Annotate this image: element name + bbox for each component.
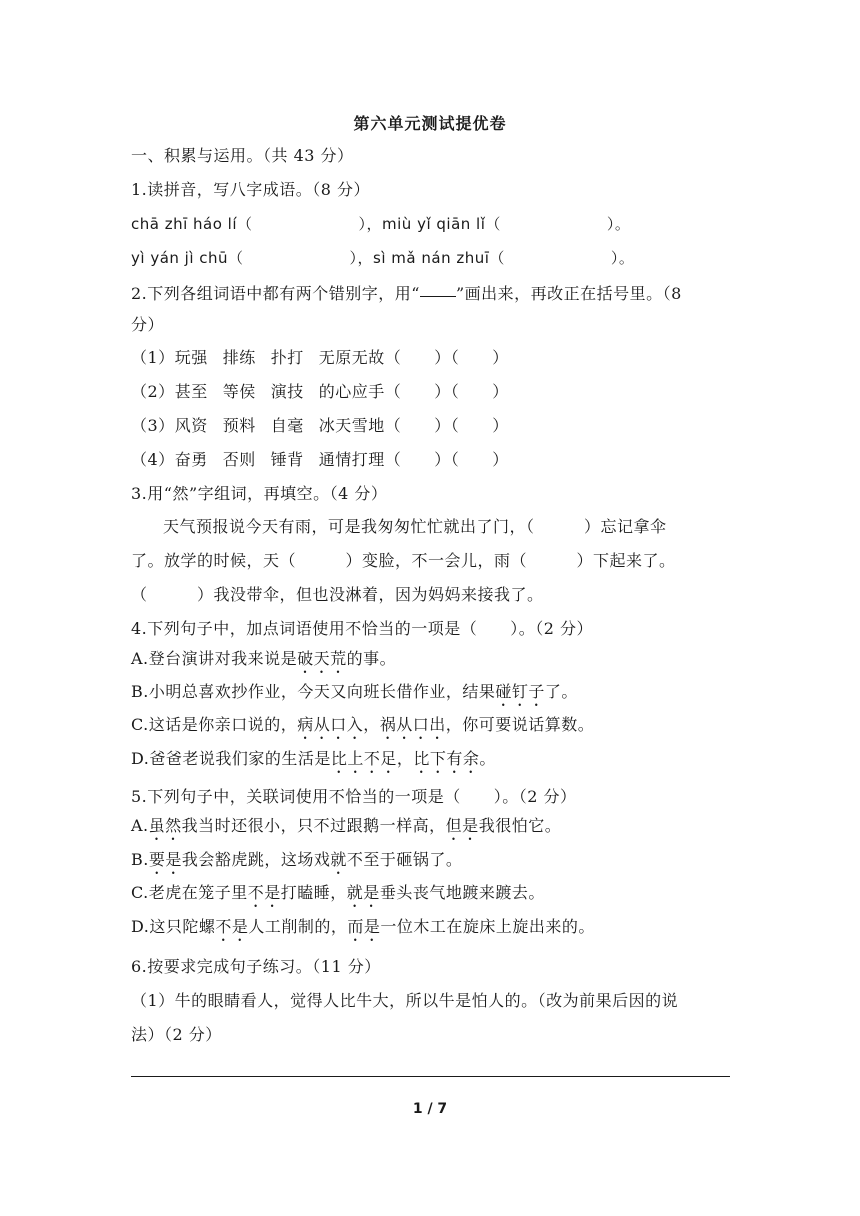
question-3-line: 天气预报说今天有雨，可是我匆匆忙忙就出了门，（ ）忘记拿伞 [163, 517, 667, 536]
underline-sample [420, 282, 456, 297]
question-2-stem: 2.下列各组词语中都有两个错别字，用“ ”画出来，再改正在括号里。（8 [131, 284, 682, 303]
question-1-row-2: yì yán jì chū（ ），sì mǎ nán zhuī（ ）。 [131, 249, 635, 267]
pinyin-3: yì yán jì chū（ [131, 249, 244, 267]
footer-rule [131, 1076, 730, 1077]
question-5-option-d: D.这只陀螺不是人工削制的，而是一位木工在旋床上旋出来的。 [131, 917, 595, 936]
question-1-stem: 1.读拼音，写八字成语。（8 分） [131, 180, 371, 199]
question-4-option-c: C.这话是你亲口说的，病从口入，祸从口出，你可要说话算数。 [131, 715, 595, 734]
dotted-term: 比上不足，比下有余 [330, 749, 480, 768]
question-5-option-a: A.虽然我当时还很小，只不过跟鹅一样高，但是我很怕它。 [131, 816, 562, 835]
question-2-row: （3）风资 预料 自毫 冰天雪地（ ）（ ） [131, 416, 509, 435]
question-2-row: （2）甚至 等侯 演技 的心应手（ ）（ ） [131, 382, 509, 401]
question-6-item-1: （1）牛的眼睛看人，觉得人比牛大，所以牛是怕人的。（改为前果后因的说 [131, 991, 679, 1010]
question-6-stem: 6.按要求完成句子练习。（11 分） [131, 957, 381, 976]
dotted-term: 碰钉子 [495, 682, 545, 701]
dotted-term: 破天荒 [297, 649, 347, 668]
question-3-line: （ ）我没带伞，但也没淋着，因为妈妈来接我了。 [131, 585, 544, 604]
question-2-stem-cont: 分） [131, 315, 165, 334]
pinyin-1: chā zhī háo lí（ [131, 215, 253, 233]
question-6-item-1-cont: 法）（2 分） [131, 1025, 222, 1044]
page-number: 1 / 7 [412, 1101, 448, 1117]
question-4-option-a: A.登台演讲对我来说是破天荒的事。 [131, 649, 397, 668]
page-title: 第六单元测试提优卷 [353, 114, 507, 133]
question-2-row: （4）奋勇 否则 锤背 通情打理（ ）（ ） [131, 450, 509, 469]
question-5-option-c: C.老虎在笼子里不是打瞌睡，就是垂头丧气地踱来踱去。 [131, 883, 545, 902]
question-3-stem: 3.用“然”字组词，再填空。（4 分） [131, 484, 388, 503]
question-5-stem: 5.下列句子中，关联词使用不恰当的一项是（ ）。（2 分） [131, 787, 577, 806]
question-5-option-b: B.要是我会豁虎跳，这场戏就不至于砸锅了。 [131, 850, 463, 869]
dotted-term: 病从口入，祸从口出 [297, 715, 446, 734]
question-4-option-b: B.小明总喜欢抄作业，今天又向班长借作业，结果碰钉子了。 [131, 682, 578, 701]
section-heading: 一、积累与运用。（共 43 分） [131, 146, 354, 165]
question-4-stem: 4.下列句子中，加点词语使用不恰当的一项是（ ）。（2 分） [131, 619, 594, 638]
question-1-row-1: chā zhī háo lí（ ），miù yǐ qiān lǐ（ ）。 [131, 215, 631, 233]
pinyin-4: sì mǎ nán zhuī（ [373, 249, 505, 267]
question-4-option-d: D.爸爸老说我们家的生活是比上不足，比下有余。 [131, 749, 496, 768]
question-2-row: （1）玩强 排练 扑打 无原无故（ ）（ ） [131, 348, 509, 367]
question-3-line: 了。放学的时候，天（ ）变脸，不一会儿，雨（ ）下起来了。 [131, 551, 676, 570]
pinyin-2: miù yǐ qiān lǐ（ [382, 215, 501, 233]
